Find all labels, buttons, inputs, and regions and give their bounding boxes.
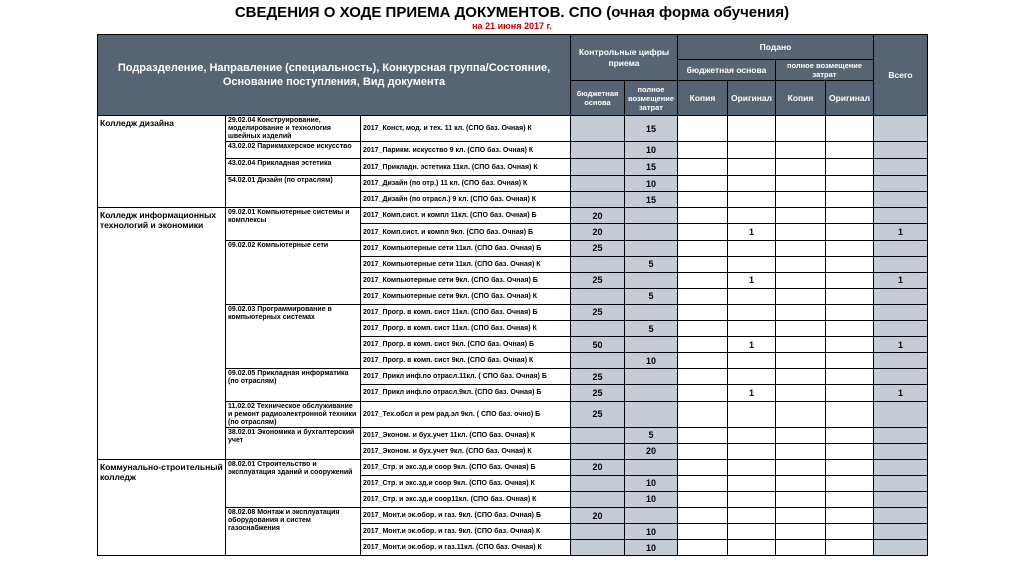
budget-copy-cell xyxy=(678,385,728,401)
full-original-cell xyxy=(826,337,874,353)
full-copy-cell xyxy=(776,353,826,369)
specialty-cell: 11.02.02 Техническое обслуживание и ремонт радиоэлектронной техники (по отраслям) xyxy=(226,401,361,427)
total-cell xyxy=(874,540,928,556)
total-cell xyxy=(874,443,928,459)
control-full-cell: 10 xyxy=(625,475,678,491)
full-copy-cell xyxy=(776,159,826,176)
budget-copy-cell xyxy=(678,507,728,523)
full-copy-cell xyxy=(776,304,826,320)
budget-copy-cell xyxy=(678,401,728,427)
total-cell xyxy=(874,353,928,369)
budget-copy-cell xyxy=(678,369,728,385)
total-cell: 1 xyxy=(874,385,928,401)
total-cell xyxy=(874,369,928,385)
control-budget-header: бюджетная основа xyxy=(571,81,625,116)
full-original-cell xyxy=(826,443,874,459)
specialty-cell: 09.02.01 Компьютерные системы и комплексы xyxy=(226,208,361,240)
full-original-cell xyxy=(826,208,874,224)
department-cell: Коммунально-строительный колледж xyxy=(98,459,226,556)
control-budget-cell xyxy=(571,540,625,556)
control-full-cell xyxy=(625,401,678,427)
control-budget-cell xyxy=(571,491,625,507)
total-cell xyxy=(874,288,928,304)
budget-original-cell xyxy=(728,507,776,523)
total-cell xyxy=(874,491,928,507)
budget-original-cell xyxy=(728,427,776,443)
full-copy-cell xyxy=(776,337,826,353)
budget-original-cell xyxy=(728,208,776,224)
full-original-cell xyxy=(826,385,874,401)
control-full-cell xyxy=(625,385,678,401)
full-copy-cell xyxy=(776,256,826,272)
control-full-cell: 20 xyxy=(625,443,678,459)
control-budget-cell: 25 xyxy=(571,240,625,256)
group-cell: 2017_Эконом. и бух.учет 9кл. (СПО баз. Очная) К xyxy=(361,443,571,459)
group-cell: 2017_Стр. и экс.зд.и соор 9кл. (СПО баз. Очная) Б xyxy=(361,459,571,475)
control-full-cell: 5 xyxy=(625,321,678,337)
control-full-cell xyxy=(625,240,678,256)
control-full-cell: 5 xyxy=(625,427,678,443)
full-copy-cell xyxy=(776,272,826,288)
control-budget-cell xyxy=(571,116,625,142)
budget-copy-cell xyxy=(678,427,728,443)
group-cell: 2017_Компьютерные сети 9кл. (СПО баз. Очная) К xyxy=(361,288,571,304)
group-cell: 2017_Комп.сист. и компл 9кл. (СПО баз. Очная) Б xyxy=(361,224,571,240)
group-cell: 2017_Прикладн. эстетика 11кл. (СПО баз. Очная) К xyxy=(361,159,571,176)
control-budget-cell xyxy=(571,443,625,459)
group-cell: 2017_Эконом. и бух.учет 11кл. (СПО баз. Очная) К xyxy=(361,427,571,443)
budget-copy-header: Копия xyxy=(678,81,728,116)
budget-copy-cell xyxy=(678,272,728,288)
control-budget-cell xyxy=(571,176,625,192)
full-copy-cell xyxy=(776,540,826,556)
control-full-cell xyxy=(625,304,678,320)
budget-original-cell: 1 xyxy=(728,272,776,288)
control-full-cell: 5 xyxy=(625,256,678,272)
control-budget-cell: 20 xyxy=(571,459,625,475)
budget-copy-cell xyxy=(678,142,728,159)
specialty-cell: 54.02.01 Дизайн (по отраслям) xyxy=(226,176,361,208)
budget-original-cell xyxy=(728,159,776,176)
total-cell xyxy=(874,176,928,192)
full-copy-cell xyxy=(776,427,826,443)
specialty-cell: 08.02.08 Монтаж и эксплуатация оборудования и систем газоснабжения xyxy=(226,507,361,555)
total-cell xyxy=(874,256,928,272)
full-original-cell xyxy=(826,256,874,272)
total-cell xyxy=(874,507,928,523)
group-cell: 2017_Прикл инф.по отрасл.9кл. (СПО баз. Очная) Б xyxy=(361,385,571,401)
full-copy-cell xyxy=(776,507,826,523)
full-copy-cell xyxy=(776,240,826,256)
page-title: СВЕДЕНИЯ О ХОДЕ ПРИЕМА ДОКУМЕНТОВ. СПО (очная форма обучения) xyxy=(234,4,790,21)
full-copy-cell xyxy=(776,208,826,224)
budget-original-cell xyxy=(728,401,776,427)
budget-original-cell xyxy=(728,475,776,491)
full-copy-cell xyxy=(776,491,826,507)
specialty-cell: 09.02.05 Прикладная информатика (по отраслям) xyxy=(226,369,361,401)
total-cell xyxy=(874,304,928,320)
control-budget-cell xyxy=(571,256,625,272)
budget-original-cell: 1 xyxy=(728,337,776,353)
department-cell: Колледж информационных технологий и экономики xyxy=(98,208,226,459)
control-full-cell: 10 xyxy=(625,353,678,369)
group-cell: 2017_Компьютерные сети 11кл. (СПО баз. Очная) К xyxy=(361,256,571,272)
total-cell: 1 xyxy=(874,337,928,353)
full-copy-cell xyxy=(776,401,826,427)
budget-copy-cell xyxy=(678,192,728,208)
specialty-cell: 38.02.01 Экономика и бухгалтерский учет xyxy=(226,427,361,459)
budget-copy-cell xyxy=(678,116,728,142)
full-original-cell xyxy=(826,491,874,507)
group-cell: 2017_Прогр. в комп. сист 11кл. (СПО баз. Очная) К xyxy=(361,321,571,337)
budget-basis-header: бюджетная основа xyxy=(678,60,776,81)
control-full-cell: 15 xyxy=(625,116,678,142)
budget-copy-cell xyxy=(678,240,728,256)
control-budget-cell: 20 xyxy=(571,224,625,240)
budget-original-cell: 1 xyxy=(728,224,776,240)
control-budget-cell xyxy=(571,159,625,176)
group-cell: 2017_Монт.и эк.обор. и газ.11кл. (СПО баз. Очная) К xyxy=(361,540,571,556)
control-budget-cell xyxy=(571,475,625,491)
control-full-cell xyxy=(625,272,678,288)
control-budget-cell: 20 xyxy=(571,507,625,523)
control-full-cell: 10 xyxy=(625,524,678,540)
full-original-cell xyxy=(826,369,874,385)
specialty-cell: 43.02.04 Прикладная эстетика xyxy=(226,159,361,176)
full-copy-cell xyxy=(776,524,826,540)
full-original-cell xyxy=(826,427,874,443)
control-full-cell: 10 xyxy=(625,540,678,556)
control-budget-cell: 20 xyxy=(571,208,625,224)
group-cell: 2017_Прогр. в комп. сист 9кл. (СПО баз. Очная) Б xyxy=(361,337,571,353)
group-cell: 2017_Конст, мод. и тех. 11 кл. (СПО баз. Очная) К xyxy=(361,116,571,142)
full-original-cell xyxy=(826,524,874,540)
specialty-cell: 08.02.01 Строительство и эксплуатация зданий и сооружений xyxy=(226,459,361,507)
full-refund-header: полное возмещение затрат xyxy=(776,60,874,81)
budget-copy-cell xyxy=(678,491,728,507)
full-copy-cell xyxy=(776,288,826,304)
budget-original-cell xyxy=(728,369,776,385)
full-original-cell xyxy=(826,304,874,320)
control-full-cell: 10 xyxy=(625,491,678,507)
total-cell: 1 xyxy=(874,272,928,288)
full-original-cell xyxy=(826,272,874,288)
group-cell: 2017_Тех.обсл и рем рад.эл 9кл. ( СПО баз. очно) Б xyxy=(361,401,571,427)
budget-copy-cell xyxy=(678,475,728,491)
full-copy-cell xyxy=(776,192,826,208)
budget-copy-cell xyxy=(678,159,728,176)
control-budget-cell xyxy=(571,427,625,443)
submitted-header: Подано xyxy=(678,35,874,60)
budget-original-cell xyxy=(728,142,776,159)
total-cell xyxy=(874,116,928,142)
budget-original-cell xyxy=(728,353,776,369)
full-original-cell xyxy=(826,240,874,256)
budget-copy-cell xyxy=(678,224,728,240)
table-row xyxy=(98,459,928,475)
admissions-table xyxy=(97,34,928,556)
control-figures-header: Контрольные цифры приема xyxy=(571,35,678,81)
control-full-cell xyxy=(625,507,678,523)
main-header: Подразделение, Направление (специальность), Конкурсная группа/Состояние, Основание поступления, Вид документа xyxy=(98,35,571,116)
control-full-cell: 5 xyxy=(625,288,678,304)
full-original-cell xyxy=(826,475,874,491)
budget-original-cell xyxy=(728,288,776,304)
group-cell: 2017_Монт.и эк.обор. и газ. 9кл. (СПО баз. Очная) К xyxy=(361,524,571,540)
budget-copy-cell xyxy=(678,353,728,369)
full-copy-cell xyxy=(776,321,826,337)
group-cell: 2017_Дизайн (по отр.) 11 кл. (СПО баз. Очная) К xyxy=(361,176,571,192)
group-cell: 2017_Монт.и эк.обор. и газ. 9кл. (СПО баз. Очная) Б xyxy=(361,507,571,523)
group-cell: 2017_Стр. и экс.зд.и соор11кл. (СПО баз. Очная) К xyxy=(361,491,571,507)
budget-original-cell xyxy=(728,176,776,192)
group-cell: 2017_Компьютерные сети 9кл. (СПО баз. Очная) Б xyxy=(361,272,571,288)
table-row xyxy=(98,208,928,224)
control-budget-cell xyxy=(571,353,625,369)
total-cell xyxy=(874,401,928,427)
specialty-cell: 09.02.03 Программирование в компьютерных системах xyxy=(226,304,361,368)
full-copy-cell xyxy=(776,443,826,459)
budget-original-cell xyxy=(728,192,776,208)
control-budget-cell: 25 xyxy=(571,401,625,427)
control-full-cell: 15 xyxy=(625,192,678,208)
budget-original-cell xyxy=(728,256,776,272)
control-full-cell: 15 xyxy=(625,159,678,176)
group-cell: 2017_Прикл инф.по отрасл.11кл. ( СПО баз. Очная) Б xyxy=(361,369,571,385)
control-budget-cell xyxy=(571,288,625,304)
full-original-cell xyxy=(826,142,874,159)
budget-copy-cell xyxy=(678,321,728,337)
control-budget-cell xyxy=(571,321,625,337)
group-cell: 2017_Комп.сист. и компл 11кл. (СПО баз. Очная) Б xyxy=(361,208,571,224)
report-date: на 21 июня 2017 г. xyxy=(472,21,552,31)
total-cell xyxy=(874,321,928,337)
full-original-cell xyxy=(826,401,874,427)
group-cell: 2017_Прогр. в комп. сист 9кл. (СПО баз. Очная) К xyxy=(361,353,571,369)
budget-copy-cell xyxy=(678,176,728,192)
full-original-cell xyxy=(826,540,874,556)
group-cell: 2017_Стр. и экс.зд.и соор 9кл. (СПО баз. Очная) К xyxy=(361,475,571,491)
budget-copy-cell xyxy=(678,304,728,320)
control-full-cell xyxy=(625,208,678,224)
total-cell xyxy=(874,427,928,443)
total-header: Всего xyxy=(874,35,928,116)
total-cell xyxy=(874,459,928,475)
department-cell: Колледж дизайна xyxy=(98,116,226,208)
budget-copy-cell xyxy=(678,443,728,459)
specialty-cell: 09.02.02 Компьютерные сети xyxy=(226,240,361,304)
budget-original-cell xyxy=(728,540,776,556)
full-original-cell xyxy=(826,116,874,142)
total-cell xyxy=(874,208,928,224)
group-cell: 2017_Компьютерные сети 11кл. (СПО баз. Очная) Б xyxy=(361,240,571,256)
table-row xyxy=(98,116,928,142)
specialty-cell: 43.02.02 Парикмахерское искусство xyxy=(226,142,361,159)
budget-copy-cell xyxy=(678,208,728,224)
total-cell: 1 xyxy=(874,224,928,240)
total-cell xyxy=(874,475,928,491)
full-copy-cell xyxy=(776,176,826,192)
specialty-cell: 29.02.04 Конструирование, моделирование и технология швейных изделий xyxy=(226,116,361,142)
budget-copy-cell xyxy=(678,337,728,353)
budget-original-cell xyxy=(728,459,776,475)
control-full-cell xyxy=(625,459,678,475)
budget-original-cell: 1 xyxy=(728,385,776,401)
control-full-cell xyxy=(625,224,678,240)
total-cell xyxy=(874,142,928,159)
control-budget-cell: 25 xyxy=(571,385,625,401)
budget-copy-cell xyxy=(678,459,728,475)
budget-copy-cell xyxy=(678,256,728,272)
budget-original-cell xyxy=(728,524,776,540)
full-original-cell xyxy=(826,507,874,523)
full-original-cell xyxy=(826,288,874,304)
total-cell xyxy=(874,159,928,176)
full-original-cell xyxy=(826,459,874,475)
full-original-cell xyxy=(826,321,874,337)
full-copy-cell xyxy=(776,385,826,401)
total-cell xyxy=(874,240,928,256)
full-original-cell xyxy=(826,224,874,240)
full-copy-cell xyxy=(776,369,826,385)
control-full-cell: 10 xyxy=(625,176,678,192)
full-original-cell xyxy=(826,176,874,192)
budget-original-cell xyxy=(728,491,776,507)
budget-copy-cell xyxy=(678,524,728,540)
total-cell xyxy=(874,192,928,208)
group-cell: 2017_Дизайн (по отрасл.) 9 кл. (СПО баз. Очная) К xyxy=(361,192,571,208)
control-budget-cell xyxy=(571,524,625,540)
budget-copy-cell xyxy=(678,288,728,304)
full-copy-cell xyxy=(776,475,826,491)
budget-original-cell xyxy=(728,321,776,337)
budget-original-cell xyxy=(728,116,776,142)
control-budget-cell xyxy=(571,192,625,208)
full-copy-cell xyxy=(776,116,826,142)
total-cell xyxy=(874,524,928,540)
full-copy-cell xyxy=(776,224,826,240)
full-original-cell xyxy=(826,353,874,369)
group-cell: 2017_Прогр. в комп. сист 11кл. (СПО баз. Очная) Б xyxy=(361,304,571,320)
control-full-cell xyxy=(625,369,678,385)
full-copy-cell xyxy=(776,459,826,475)
group-cell: 2017_Парикм. искусство 9 кл. (СПО баз. Очная) К xyxy=(361,142,571,159)
control-full-cell: 10 xyxy=(625,142,678,159)
control-full-header: полное возмещение затрат xyxy=(625,81,678,116)
control-budget-cell: 25 xyxy=(571,369,625,385)
control-full-cell xyxy=(625,337,678,353)
control-budget-cell xyxy=(571,142,625,159)
budget-original-cell xyxy=(728,240,776,256)
full-original-cell xyxy=(826,159,874,176)
control-budget-cell: 50 xyxy=(571,337,625,353)
budget-original-cell xyxy=(728,304,776,320)
full-copy-header: Копия xyxy=(776,81,826,116)
budget-original-cell xyxy=(728,443,776,459)
full-original-header: Оригинал xyxy=(826,81,874,116)
full-copy-cell xyxy=(776,142,826,159)
control-budget-cell: 25 xyxy=(571,304,625,320)
budget-copy-cell xyxy=(678,540,728,556)
budget-original-header: Оригинал xyxy=(728,81,776,116)
control-budget-cell: 25 xyxy=(571,272,625,288)
full-original-cell xyxy=(826,192,874,208)
